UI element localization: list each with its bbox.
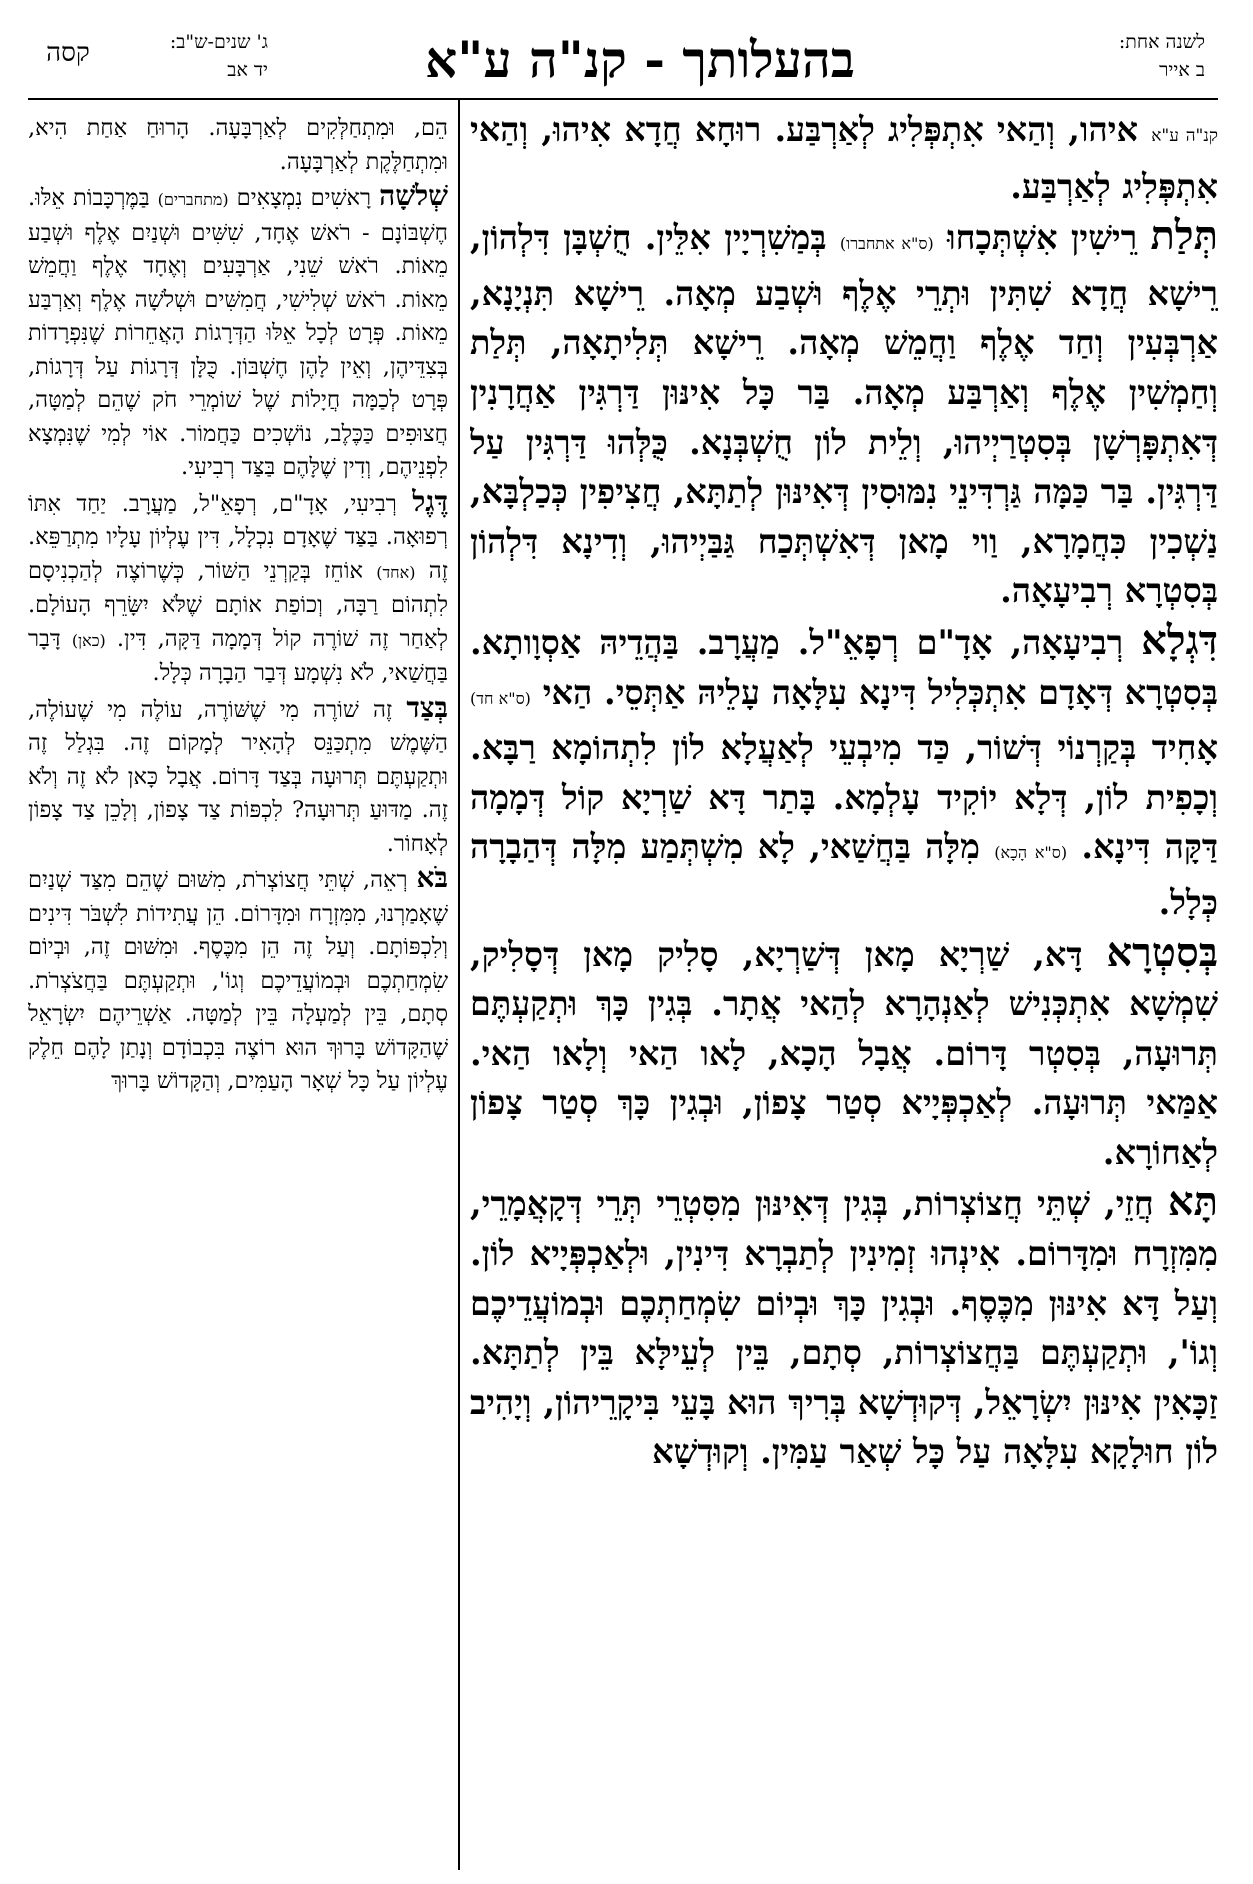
header-year-label: לשנה אחת: (1118, 31, 1205, 53)
side-paragraph-4-text: רְאֵה, שְׁתֵּי חֲצוֹצְרֹת, מִשּׁוּם שֶׁהֵם מִצַּד שְׁנַיִם שֶׁאָמַרְנוּ, מִמִּזְרָח וּמִדָּרוֹם. הֵן עֲתִידוֹת לִשְׁבֹּר דִּינִים וְלִכְפּוֹתָם. וְעַל זֶה הֵן מִכֶּסֶף. וּמִשּׁוּם זֶה, וּבְיוֹם שִׂמְחַתְכֶם וּבְמוֹעֲדֵיכֶם וְגוֹ', וּתְקַעְתֶּם בַּחֲצֹצְרֹת. סְתָם, בֵּין לְמַעְלָה בֵּין לְמַטָּה. אַשְׁרֵיהֶם יִשְׂרָאֵל שֶׁהַקָּדוֹשׁ בָּרוּךְ הוּא רוֹצֶה בִּכְבוֹדָם וְנָתַן לָהֶם חֵלֶק עֶלְיוֹן עַל כָּל שְׁאָר הָעַמִּים, וְהַקָּדוֹשׁ בָּרוּךְ (28, 867, 448, 1094)
main-paragraph-5-text: חֲזֵי, שְׁתֵּי חֲצוֹצְרוֹת, בְּגִין דְּאִינּוּן מִסִּטְרֵי תְּרֵי דְּקָאֲמָרֵי, מִמִּזְרָח וּמִדָּרוֹם. אִינְהוּ זְמִינִין לְתַבְרָא דִּינִין, וּלְאַכְפְּיָיא לוֹן. וְעַל דָּא אִינּוּן מִכֶּסֶף. וּבְגִין כָּךְ וּבְיוֹם שִׂמְחַתְכֶם וּבְמוֹעֲדֵיכֶם וְגוֹ', וּתְקַעְתֶּם בַּחֲצוֹצְרוֹת, סְתָם, בֵּין לְעֵילָּא בֵּין לְתַתָּא. זַכָּאִין אִינּוּן יִשְׂרָאֵל, דְּקוּדְשָׁא בְּרִיךְ הוּא בָּעֵי בִּיקָרֵיהוֹן, וְיָהִיב לוֹן חוּלָקָא עִלָּאָה עַל כָּל שְׁאַר עַמִּין. וְקוּדְשָׁא (470, 1184, 1218, 1472)
main-paragraph-4-lead: בְּסִטְרָא (1106, 928, 1218, 976)
column-divider (458, 100, 460, 1870)
main-paragraph-2-text: רֵישִׁין אִשְׁתְּכָחוּ (933, 218, 1151, 258)
side-paragraph-3 (28, 691, 448, 862)
main-paragraph-2 (470, 211, 1218, 616)
main-paragraph-4 (470, 928, 1218, 1178)
side-paragraph-2-text: רְבִיעִי, אָדָ"ם, רְפָאֵ"ל, מַעֲרָב. יַחַד אִתּוֹ רְפוּאָה. בַּצַּד שֶׁאָדָם נִכְלָל, דִּין עֶלְיוֹן עָלָיו מִתְרַפֵּא. זֶה (28, 490, 448, 584)
main-paragraph-3-text-cont: אָחִיד בְּקַרְנוֹי דְּשׁוֹר, כַּד מִיבְעֵי לְאַעֲלָא לוֹן לִתְהוֹמָא רַבָּא. וְכָפִית לוֹן, דְּלָא יוֹקִיד עָלְמָא. בָּתַר דָּא שַׁרְיָא קוֹל דְּמָמָה דַּקָּה דִּינָא. (470, 728, 1218, 867)
side-paragraph-4-lead: בֹּא (416, 861, 448, 894)
side-paragraph-1b-text: רָאשִׁים נִמְצָאִים (228, 185, 380, 211)
header-left (28, 28, 358, 123)
main-paragraph-2-lead: תְּלַת (1150, 212, 1218, 260)
side-paragraph-3-lead: בְּצַד (406, 690, 448, 724)
main-paragraph-2-text-cont: בְּמַשִׁרְיָין אִלֵּין. חֻשְׁבָּן דִּלְהוֹן, רֵישָׁא חֲדָא שִׁתִּין וּתְרֵי אֶלֶף וּשְׁבַע מְאָה. רֵישָׁא תִּנְיָנָא, אַרְבְּעִין וְחַד אֶלֶף וַחֲמֵשׁ מְאָה. רֵישָׁא תְּלִיתָאָה, תְּלַת וְחַמְשִׁין אֶלֶף וְאַרְבַּע מְאָה. בַּר כָּל אִינּוּן דַּרְגִּין אַחֲרָנִין דְּאִתְפָּרְשָׁן בְּסִטְרַיְיהוּ, וְלֵית לוֹן חֻשְׁבְּנָא. כֻּלְּהוּ דַּרְגִּין עַל דַּרְגִּין. בַּר כַּמָּה גַּרְדִּינֵי נִמּוּסִין דְּאִינּוּן לְתַתָּא, חֲצִיפִין כְּכַלְבָּא, נַשְׁכִין כִּחֲמָרָא, וַוי מָאן דְּאִשְׁתְּכַח גַּבַּיְיהוּ, וְדִינָא דִּלְהוֹן בְּסִטְרָא רְבִיעָאָה. (470, 218, 1218, 611)
main-paragraph-3-lead: דִּגְלָא (1141, 616, 1218, 664)
main-paragraph-1-text: איהו, וְהַאי אִתְפְּלִיג לְאַרְבַּע. רוּחָא חֲדָא אִיהוּ, וְהַאי אִתְפְּלִיג לְאַרְבַּע. (470, 110, 1218, 206)
variant-note: (ס"א חד) (470, 688, 531, 708)
main-paragraph-4-text: דָּא, שַׁרְיָא מָאן דְּשַׁרְיָא, סָלִיק מָאן דְּסָלִיק, שִׁמְשָׁא אִתְכְּנִישׁ לְאַנְהָרָא לְהַאי אֲתָר. בְּגִין כָּךְ וּתְקַעְתֶּם תְּרוּעָה, בְּסִטְר דָּרוֹם. אֲבָל הָכָא, לָאו הַאי וְלָאו הַאי. אַמַּאי תְּרוּעָה. לְאַכְפְּיָיא סְטַר צָפוֹן, וּבְגִין כָּךְ סְטַר צָפוֹן לְאַחוֹרָא. (470, 934, 1218, 1172)
side-paragraph-3-text: זֶה שׁוֹרֶה מִי שֶׁשּׁוֹרֶה, עוֹלֶה מִי שֶׁעוֹלֶה, הַשֶּׁמֶשׁ מִתְכַּנֵּס לְהָאִיר לְמָקוֹם זֶה. בִּגְלַל זֶה וּתְקַעְתֶּם תְּרוּעָה בְּצַד דָּרוֹם. אֲבָל כָּאן לֹא זֶה וְלֹא זֶה. מַדּוּעַ תְּרוּעָה? לִכְפּוֹת צַד צָפוֹן, וְלָכֵן צַד צָפוֹן לְאָחוֹר. (28, 696, 448, 857)
side-paragraph-1b-text-cont: בַּמֶּרְכָּבוֹת אֵלּוּ. חֶשְׁבּוֹנָם - רֹאשׁ אֶחָד, שִׁשִּׁים וּשְׁנַיִם אֶלֶף וּשְׁבַע מֵאוֹת. רֹאשׁ שֵׁנִי, אַרְבָּעִים וְאֶחָד אֶלֶף וַחֲמֵשׁ מֵאוֹת. רֹאשׁ שְׁלִישִׁי, חֲמִשִּׁים וּשְׁלֹשָׁה אֶלֶף וְאַרְבַּע מֵאוֹת. פְּרָט לְכָל אֵלּוּ הַדְּרָגוֹת הָאֲחֵרוֹת שֶׁנִּפְרָדוֹת בְּצִדֵּיהֶן, וְאֵין לָהֶן חֶשְׁבּוֹן. כֻּלָּן דְּרָגוֹת עַל דְּרָגוֹת, פְּרָט לְכַמָּה חֲיָלוֹת שֶׁל שׁוֹמְרֵי חֹק שֶׁהֵם לְמַטָּה, חֲצוּפִים כַּכֶּלֶב, נוֹשְׁכִים כַּחֲמוֹר. אוֹי לְמִי שֶׁנִּמְצָא לִפְנֵיהֶם, וְדִין שֶׁלָּהֶם בַּצַּד רְבִיעִי. (28, 185, 448, 480)
side-paragraph-2-text-cont: אוֹחֵז בְּקַרְנֵי הַשּׁוֹר, כְּשֶׁרוֹצֶה לְהַכְנִיסָם לִתְהוֹם רַבָּה, וְכוֹפַת אוֹתָם שֶׁלֹּא יִשָּׂרֵף הָעוֹלָם. לְאַחַר זֶה שׁוֹרֶה קוֹל דְּמָמָה דַּקָּה, דִּין. (28, 557, 448, 652)
main-paragraph-5 (470, 1177, 1218, 1477)
side-paragraph-2 (28, 485, 448, 691)
side-paragraph-1b (28, 179, 448, 485)
side-paragraph-2-lead: דֶּגֶל (412, 484, 448, 518)
variant-note: (ס"א אתחברו) (839, 234, 934, 254)
side-paragraph-2-text-end: דָּבָר בַּחֲשַׁאי, לֹא נִשְׁמָע דְּבַר הַבָרָה כְּלָל. (28, 625, 448, 686)
main-paragraph-1 (470, 105, 1218, 211)
main-paragraph-3 (470, 616, 1218, 928)
variant-note: (כאן) (71, 630, 106, 650)
side-paragraph-4 (28, 861, 448, 1099)
side-paragraph-1 (28, 112, 448, 179)
page-number: קסה (46, 38, 90, 68)
daf-reference: קנ"ה ע"א (1151, 126, 1218, 146)
side-paragraph-1b-lead: שְׁלֹשָׁה (379, 179, 448, 212)
main-text-column (470, 105, 1218, 1870)
page-title: בהעלותך - קנ"ה ע"א (425, 30, 855, 89)
variant-note: (ס"א הָכָא) (994, 843, 1068, 863)
main-paragraph-3-text: רְבִיעָאָה, אָדָ"ם רְפָאֵ"ל. מַעֲרָב. בַּהֲדֵיהּ אַסְוָותָא. בְּסִטְרָא דְּאָדָם אִתְכְּלִיל דִּינָא עִלָּאָה עָלֵיהּ אַתְּסֵי. הַאי (470, 622, 1218, 712)
main-paragraph-3-text-end: מִלָּה בַּחֲשַׁאי, לָא מִשְׁתְּמַע מִלָּה דְּהַבָרָה כְּלָל. (470, 827, 1218, 922)
main-paragraph-5-lead: תָּא (1167, 1178, 1218, 1226)
translation-column (28, 112, 448, 1870)
header-cycle-date: יד אב (227, 59, 268, 81)
side-paragraph-1-text: הֵם, וּמִתְחַלְּקִים לְאַרְבָּעָה. הָרוּחַ אַחַת הִיא, וּמִתְחַלֶּקֶת לְאַרְבָּעָה. (28, 115, 448, 175)
variant-note: (אחד) (376, 562, 416, 582)
variant-note: (מתחברים) (157, 190, 229, 209)
header-cycle-label: ג' שנים-ש"ב: (169, 31, 268, 53)
header-date-label: ב אייר (1159, 59, 1205, 81)
header-divider (28, 98, 1218, 100)
